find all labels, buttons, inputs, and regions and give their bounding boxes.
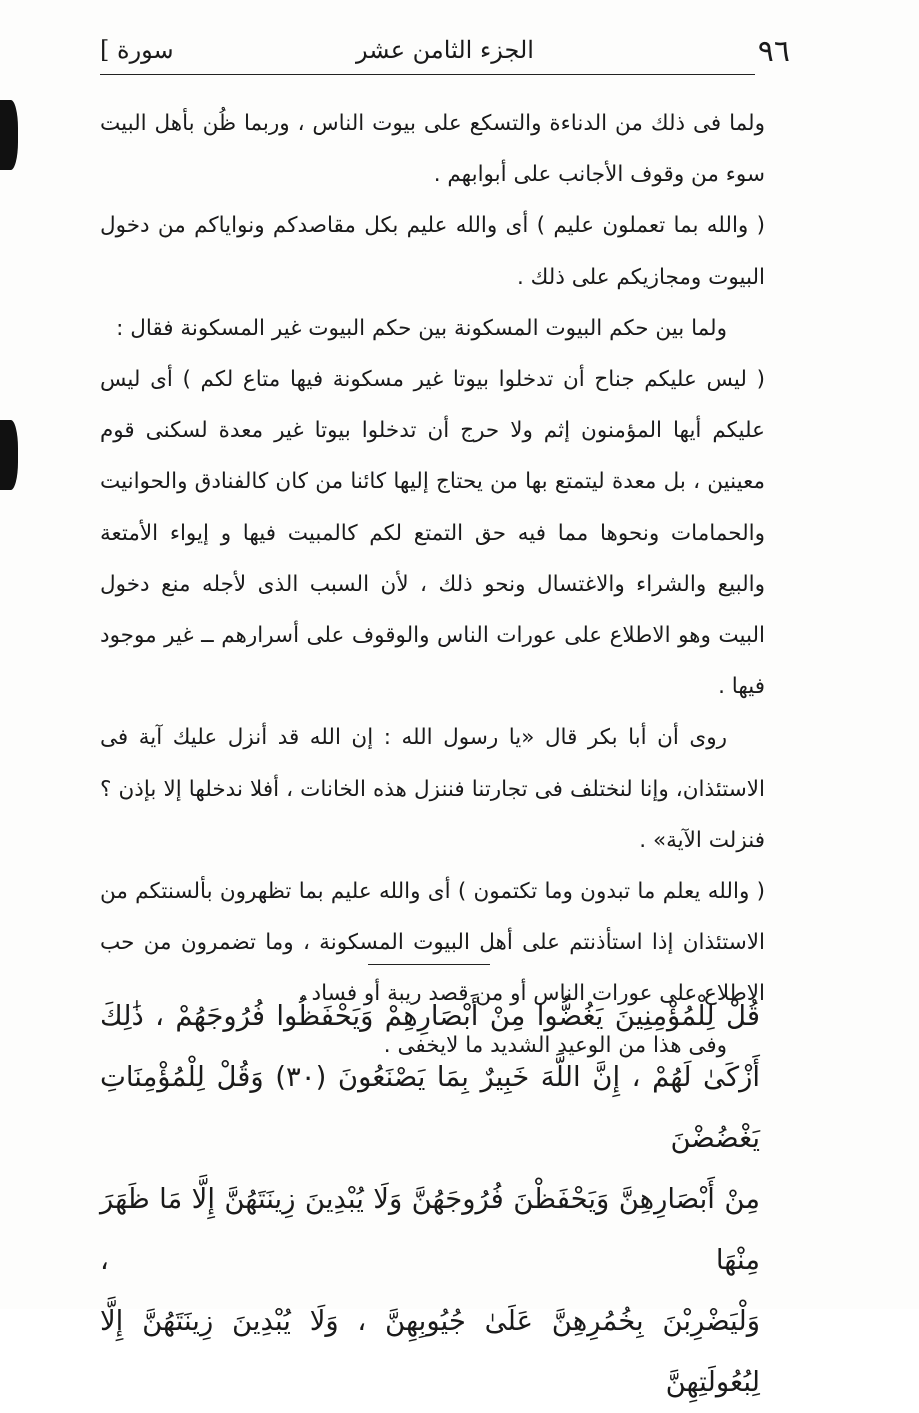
paragraph: ولما فى ذلك من الدناءة والتسكع على بيوت الناس ، وربما ظُن بأهل البيت سوء من وقوف الأجانب على أبوابهم . (100, 111, 765, 188)
quran-verse-block (100, 986, 760, 1413)
paragraph: روى أن أبا بكر قال «يا رسول الله : إن الله قد أنزل عليك آية فى الاستئذان، وإنا لنختلف فى تجارتنا فننزل هذه الخانات ، أفلا ندخلها إلا بإذن ؟ فنزلت الآية» . (100, 725, 765, 853)
paragraph: ( والله بما تعملون عليم ) أى والله عليم بكل مقاصدكم ونواياكم من دخول البيوت ومجازيكم على ذلك . (100, 213, 765, 290)
header-rule (100, 74, 755, 75)
paragraph: ( ليس عليكم جناح أن تدخلوا بيوتا غير مسكونة فيها متاع لكم ) أى ليس عليكم أيها المؤمنون إثم ولا حرج أن تدخلوا بيوتا غير معدة لسكنى قوم معينين ، بل معدة ليتمتع بها من يحتاج إليها كائنا من كان كالفنادق والحوانيت والحمامات ونحوها مما فيه حق التمتع لكم كالمبيت فيها و إيواء الأمتعة والبيع والشراء والاغتسال ونحو ذلك ، لأن السبب الذى لأجله منع دخول البيت وهو الاطلاع على عورات الناس والوقوف على أسرارهم ــ غير موجود فيها . (100, 367, 765, 700)
commentary-text (100, 98, 765, 1071)
paragraph: ( والله يعلم ما تبدون وما تكتمون ) أى والله عليم بما تظهرون بألسنتكم من الاستئذان إذا استأذنتم على أهل البيوت المسكونة ، وما تضمرون من حب الاطلاع على عورات الناس أو من قصد ريبة أو فساد . (100, 879, 765, 1007)
page-header (100, 28, 790, 74)
verse-line: مِنْ أَبْصَارِهِنَّ وَيَحْفَظْنَ فُرُوجَهُنَّ وَلَا يُبْدِينَ زِينَتَهُنَّ إِلَّا مَا ظَهَرَ مِنْهَا ، (100, 1183, 760, 1276)
page-number: ٩٦ (757, 34, 790, 69)
verse-line: قُلْ لِلْمُؤْمِنِينَ يَغُضُّوا مِنْ أَبْصَارِهِمْ وَيَحْفَظُوا فُرُوجَهُمْ ، ذَٰلِكَ (100, 1000, 760, 1032)
verse-line: أَزْكَىٰ لَهُمْ ، إِنَّ اللَّهَ خَبِيرٌ بِمَا يَصْنَعُونَ (٣٠) وَقُلْ لِلْمُؤْمِنَاتِ يَغْضُضْنَ (100, 1061, 760, 1154)
paragraph: وفى هذا من الوعيد الشديد ما لايخفى . (383, 1032, 727, 1058)
surah-label: سورة ] (100, 36, 174, 64)
paragraph: ولما بين حكم البيوت المسكونة بين حكم البيوت غير المسكونة فقال : (116, 315, 727, 341)
verse-line: وَلْيَضْرِبْنَ بِخُمُرِهِنَّ عَلَىٰ جُيُوبِهِنَّ ، وَلَا يُبْدِينَ زِينَتَهُنَّ إِلَّا لِبُعُولَتِهِنَّ (100, 1305, 760, 1398)
page-edge-mark-top (0, 100, 18, 170)
page-edge-mark-middle (0, 420, 18, 490)
running-head: الجزء الثامن عشر (356, 36, 534, 64)
section-separator (368, 964, 490, 965)
